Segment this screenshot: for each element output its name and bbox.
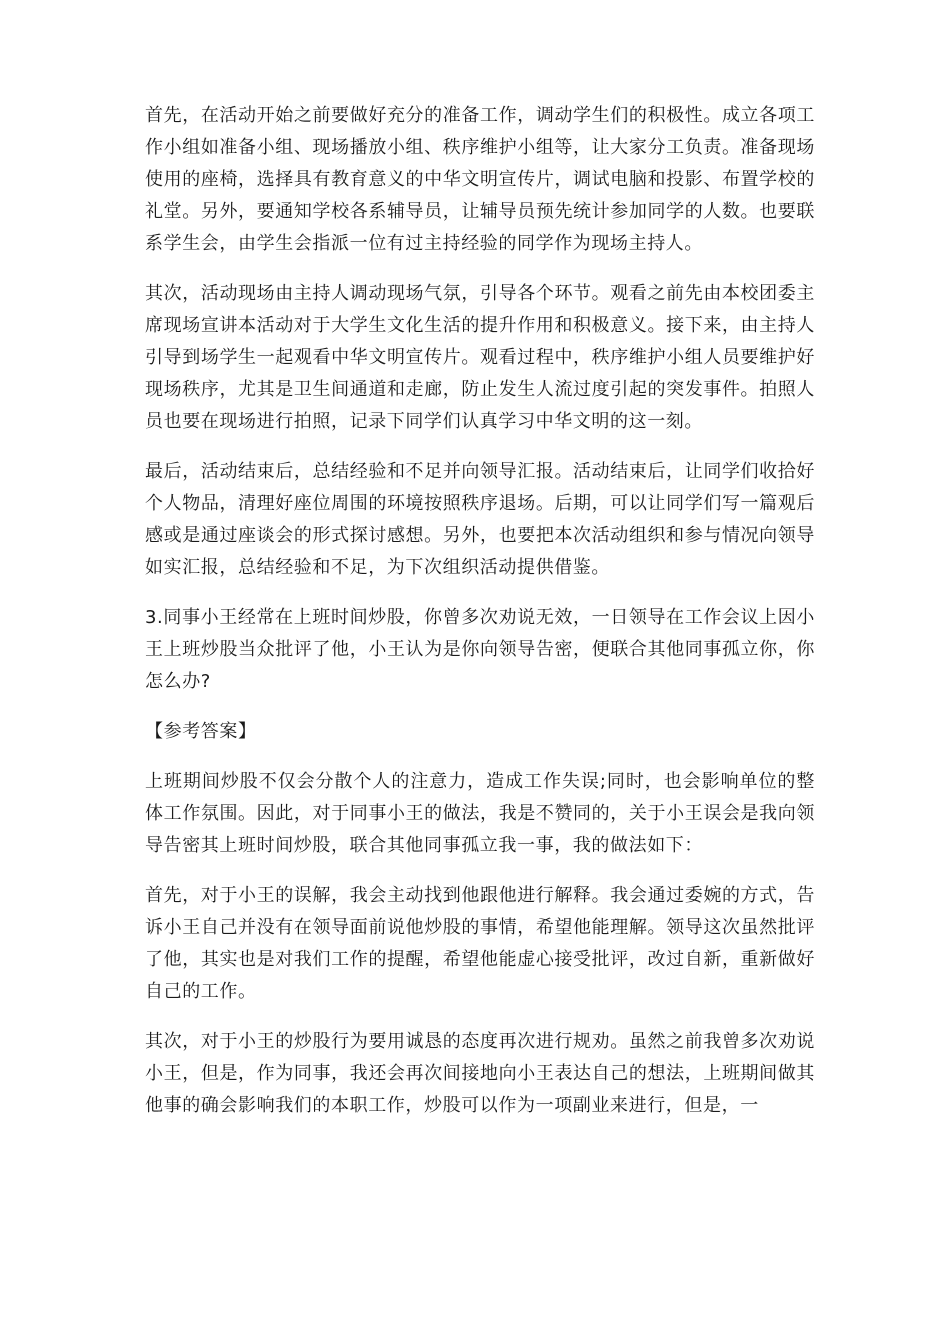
question-3: 3.同事小王经常在上班时间炒股，你曾多次劝说无效，一日领导在工作会议上因小王上班炒股当众批评了他，小王认为是你向领导告密，便联合其他同事孤立你，你怎么办?: [145, 607, 815, 692]
document-body: [145, 100, 815, 1140]
answer-second-step: 其次，对于小王的炒股行为要用诚恳的态度再次进行规劝。虽然之前我曾多次劝说小王，但是，作为同事，我还会再次间接地向小王表达自己的想法，上班期间做其他事的确会影响我们的本职工作，炒股可以作为一项副业来进行，但是，一: [145, 1031, 815, 1116]
paragraph-on-site: 其次，活动现场由主持人调动现场气氛，引导各个环节。观看之前先由本校团委主席现场宣讲本活动对于大学生文化生活的提升作用和积极意义。接下来，由主持人引导到场学生一起观看中华文明宣传片。观看过程中，秩序维护小组人员要维护好现场秩序，尤其是卫生间通道和走廊，防止发生人流过度引起的突发事件。拍照人员也要在现场进行拍照，记录下同学们认真学习中华文明的这一刻。: [145, 283, 815, 432]
answer-first-step: 首先，对于小王的误解，我会主动找到他跟他进行解释。我会通过委婉的方式，告诉小王自己并没有在领导面前说他炒股的事情，希望他能理解。领导这次虽然批评了他，其实也是对我们工作的提醒，希望他能虚心接受批评，改过自新，重新做好自己的工作。: [145, 885, 815, 1002]
answer-intro: 上班期间炒股不仅会分散个人的注意力，造成工作失误;同时，也会影响单位的整体工作氛围。因此，对于同事小王的做法，我是不赞同的，关于小王误会是我向领导告密其上班时间炒股，联合其他同事孤立我一事，我的做法如下：: [145, 771, 815, 856]
reference-answer-heading: 【参考答案】: [145, 721, 257, 742]
paragraph-conclusion: 最后，活动结束后，总结经验和不足并向领导汇报。活动结束后，让同学们收拾好个人物品，清理好座位周围的环境按照秩序退场。后期，可以让同学们写一篇观后感或是通过座谈会的形式探讨感想。另外，也要把本次活动组织和参与情况向领导如实汇报，总结经验和不足，为下次组织活动提供借鉴。: [145, 461, 815, 578]
paragraph-preparation: 首先，在活动开始之前要做好充分的准备工作，调动学生们的积极性。成立各项工作小组如准备小组、现场播放小组、秩序维护小组等，让大家分工负责。准备现场使用的座椅，选择具有教育意义的中华文明宣传片，调试电脑和投影、布置学校的礼堂。另外，要通知学校各系辅导员，让辅导员预先统计参加同学的人数。也要联系学生会，由学生会指派一位有过主持经验的同学作为现场主持人。: [145, 105, 815, 254]
